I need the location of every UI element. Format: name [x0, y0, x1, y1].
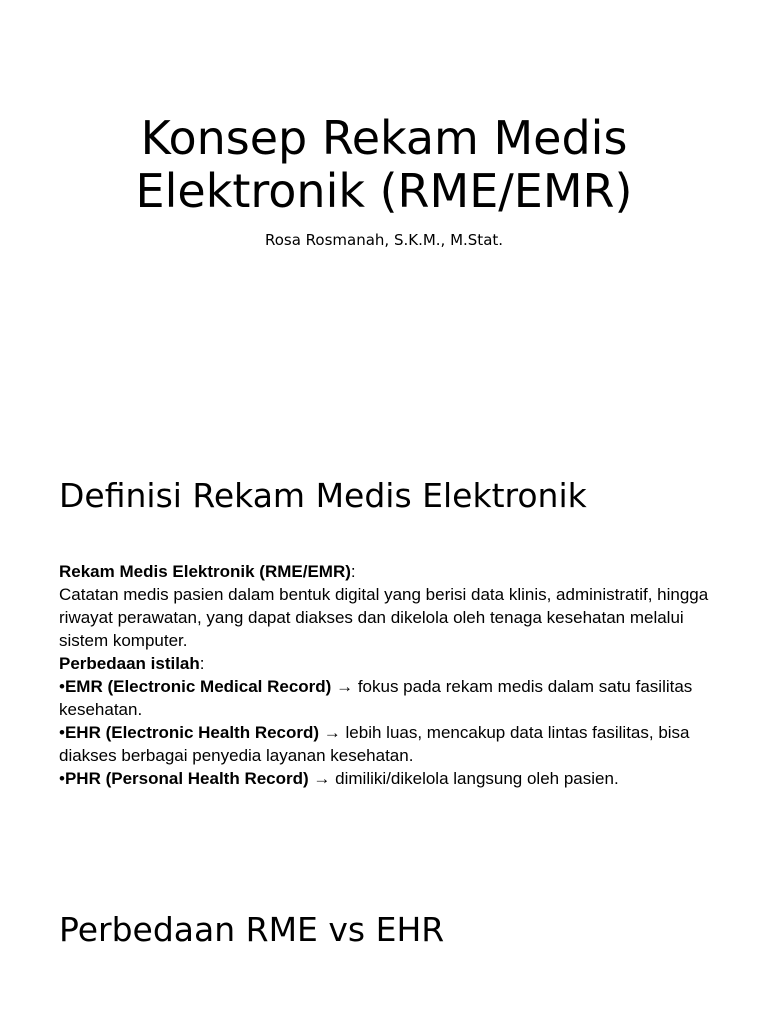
- bullet-marker: •: [59, 769, 65, 788]
- title-line-2: Elektronik (RME/EMR): [135, 164, 633, 218]
- bullet-term: EMR (Electronic Medical Record): [64, 677, 332, 696]
- bullet-term: PHR (Personal Health Record): [64, 769, 309, 788]
- term-line: [59, 560, 719, 583]
- title-line-1: Konsep Rekam Medis: [140, 111, 628, 165]
- differences-line: [59, 652, 719, 675]
- bullet-text: lebih luas, mencakup data lintas fasilitas, bisa diakses berbagai penyedia layanan kesehatan.: [59, 723, 690, 765]
- term-label: Rekam Medis Elektronik (RME/EMR): [59, 562, 351, 581]
- bullet-marker: •: [59, 723, 65, 742]
- bullet-term: EHR (Electronic Health Record): [64, 723, 320, 742]
- arrow-icon: →: [336, 677, 354, 696]
- definition-body: [59, 560, 719, 790]
- definition-heading: Definisi Rekam Medis Elektronik: [59, 476, 587, 515]
- author-name: Rosa Rosmanah, S.K.M., M.Stat.: [264, 231, 504, 249]
- bullet-text: dimiliki/dikelola langsung oleh pasien.: [335, 769, 619, 788]
- arrow-icon: →: [313, 769, 331, 788]
- presentation-title: [0, 112, 768, 218]
- list-item: [59, 721, 719, 767]
- bullet-text: fokus pada rekam medis dalam satu fasilitas kesehatan.: [59, 677, 693, 719]
- differences-label: Perbedaan istilah: [59, 654, 200, 673]
- list-item: [59, 675, 719, 721]
- term-description: Catatan medis pasien dalam bentuk digital yang berisi data klinis, administratif, hingga riwayat perawatan, yang dapat diakses dan dikelola oleh tenaga kesehatan melalui sistem komputer.: [59, 585, 709, 650]
- arrow-icon: →: [323, 723, 341, 742]
- list-item: [59, 767, 719, 790]
- bullet-marker: •: [59, 677, 65, 696]
- term-colon: :: [350, 562, 356, 581]
- differences-colon: :: [199, 654, 205, 673]
- comparison-heading: Perbedaan RME vs EHR: [59, 910, 445, 949]
- title-slide: [0, 112, 768, 250]
